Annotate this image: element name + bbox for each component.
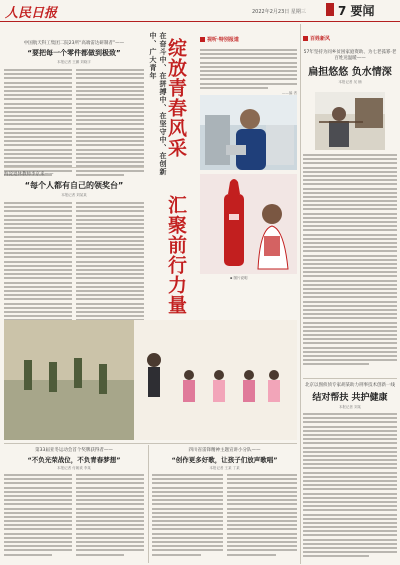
article-mid-left[interactable] bbox=[4, 171, 144, 332]
article-headline: “创作更多好歌，让孩子们放声歌唱” bbox=[171, 456, 278, 464]
article-byline: 本报记者 王某 丁某 bbox=[209, 466, 240, 470]
article-byline: 本报记者 付朝欢 李某 bbox=[57, 466, 91, 470]
article-headline: 扁担悠悠 负水情深 bbox=[308, 67, 392, 78]
tag-square-icon bbox=[200, 37, 205, 42]
page-marker-icon bbox=[326, 3, 334, 16]
article-bottom-left[interactable] bbox=[4, 447, 144, 558]
photo-caption: ▪ 图片说明 bbox=[230, 276, 248, 280]
article-body bbox=[4, 202, 144, 332]
photo-group bbox=[4, 320, 297, 440]
photo-elder bbox=[315, 92, 385, 150]
article-headline: “不负光荣战位，不负青春梦想” bbox=[27, 456, 121, 464]
article-kicker: 57年坚持为同乡贫困家庭资助、为七老孤寡·老百姓送温暖—— bbox=[303, 50, 397, 61]
article-byline: 本报记者 王鹏 刘晓宇 bbox=[57, 60, 91, 64]
masthead bbox=[0, 0, 400, 22]
article-kicker: 第33届亚冬运动会首个奖牌获得者—— bbox=[35, 448, 113, 453]
article-kicker: 中国航天科工集团二院23所“高端雷达研制者”—— bbox=[23, 41, 125, 46]
article-headline: “每个人都有自己的领奖台” bbox=[24, 181, 124, 190]
feature-title-secondary: 汇聚前行力量 bbox=[165, 195, 187, 315]
article-byline: 本报记者 吴 楠 bbox=[338, 80, 362, 84]
section-tag-label: 百姓新风 bbox=[310, 36, 331, 42]
torch-image bbox=[200, 174, 297, 274]
section-tag bbox=[200, 36, 239, 43]
article-bottom-center[interactable] bbox=[152, 447, 297, 558]
article-kicker: 四川省雷锋精神主题宣讲小分队—— bbox=[188, 448, 261, 453]
photo-worker bbox=[200, 95, 297, 170]
elder-image bbox=[315, 92, 385, 150]
page-title: 7 要闻 bbox=[338, 4, 375, 18]
tag-square-icon bbox=[303, 36, 308, 41]
divider bbox=[303, 378, 397, 379]
article-body bbox=[4, 474, 144, 558]
article-byline: 本报记者 刘某 bbox=[338, 405, 362, 409]
intro-signoff: ——编 者 bbox=[281, 90, 297, 95]
divider bbox=[300, 24, 301, 564]
article-kicker: 海淀退休教师李京来—— bbox=[4, 172, 54, 177]
divider bbox=[4, 167, 144, 168]
photo-torch bbox=[200, 174, 297, 274]
article-headline: 结对帮扶 共护健康 bbox=[312, 393, 388, 403]
article-body bbox=[152, 474, 297, 558]
article-top-right-body bbox=[303, 154, 397, 368]
divider bbox=[148, 445, 149, 563]
article-byline: 本报记者 刘某某 bbox=[61, 193, 87, 197]
worker-image bbox=[200, 95, 297, 170]
article-body bbox=[303, 413, 397, 557]
article-kicker: 北京以图侦侦专家胡某助力刑事技术创新一线 bbox=[305, 383, 395, 388]
feature-title-primary: 绽放青春风采 bbox=[165, 38, 187, 158]
group-image bbox=[4, 320, 297, 440]
article-headline: “要把每一个零件都做到极致” bbox=[27, 49, 121, 57]
issue-date: 2022年2月23日 星期三 bbox=[252, 9, 306, 15]
newspaper-logo: 人民日报 bbox=[5, 6, 58, 21]
article-body bbox=[4, 69, 144, 178]
section-tag-label: 视听·特别报道 bbox=[207, 37, 239, 43]
article-top-right[interactable] bbox=[303, 26, 397, 88]
intro-body bbox=[200, 49, 297, 89]
feature-intro[interactable] bbox=[200, 27, 297, 96]
vertical-subtitle: 在奋斗中、在拼搏中、在坚守中、在创新中、广大青年 bbox=[149, 32, 168, 176]
section-tag bbox=[303, 35, 330, 42]
article-top-left[interactable] bbox=[4, 40, 144, 178]
divider bbox=[4, 443, 297, 444]
article-bottom-right[interactable] bbox=[303, 382, 397, 560]
